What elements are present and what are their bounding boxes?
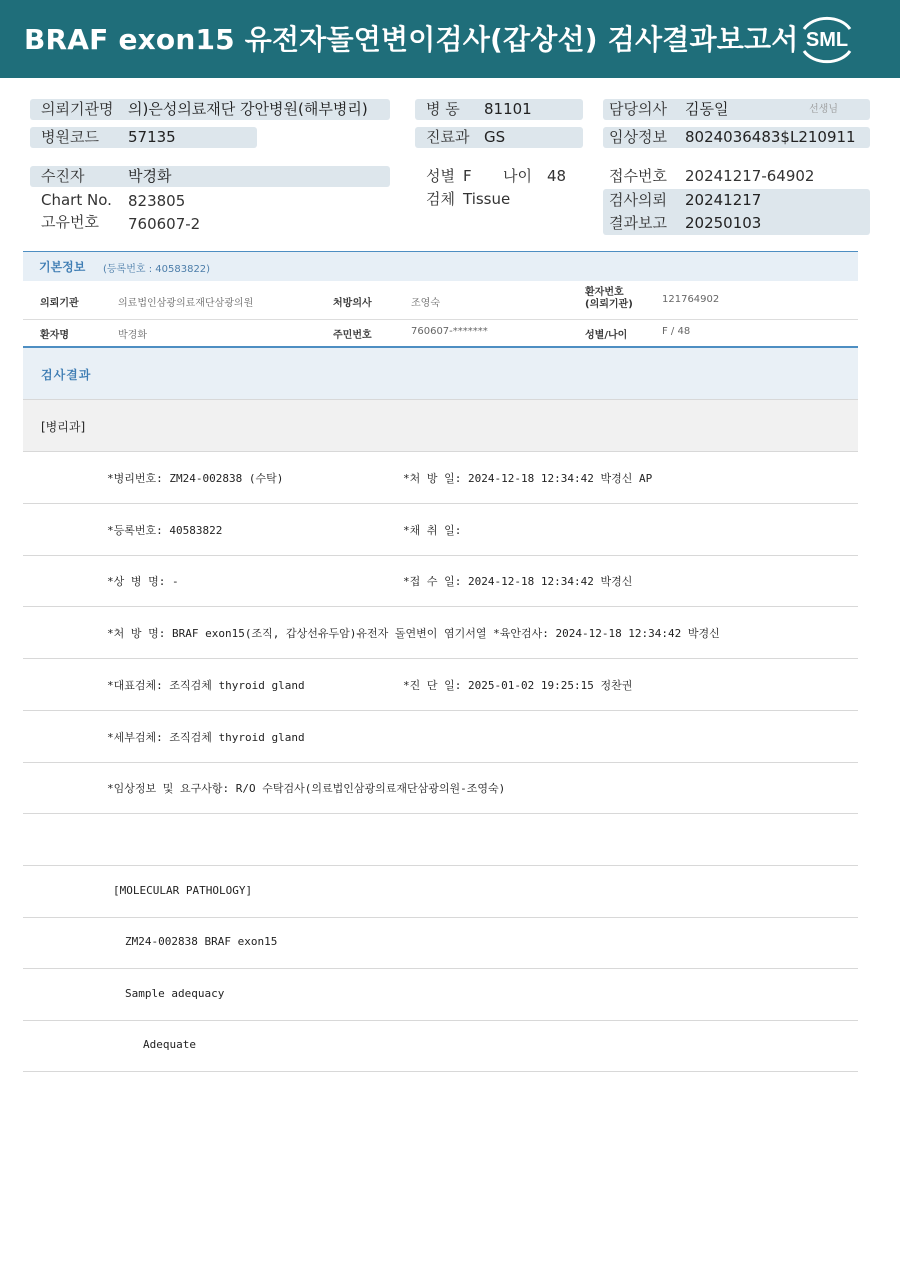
- basic-value: 760607-*******: [411, 326, 488, 337]
- ward-box: [415, 99, 583, 120]
- hospital-code-box: [30, 127, 257, 148]
- dept-label: 진료과: [426, 128, 470, 146]
- result-right: *처 방 일: 2024-12-18 12:34:42 박경신 AP: [403, 472, 653, 485]
- basic-key: 주민번호: [333, 330, 372, 341]
- clinical-info-box: [603, 127, 870, 148]
- patient-name-label: 수진자: [41, 167, 85, 185]
- request-date-label: 검사의뢰: [609, 191, 667, 209]
- doctor-box: [603, 99, 870, 120]
- receipt-no-label: 접수번호: [609, 167, 667, 185]
- results-title: 검사결과: [41, 368, 92, 382]
- specimen-value: Tissue: [463, 190, 511, 208]
- results-header: [23, 348, 858, 400]
- specimen-label: 검체: [426, 190, 455, 208]
- registration-number: (등록번호 : 40583822): [103, 264, 211, 275]
- age-label: 나이: [503, 167, 532, 185]
- basic-value: 조영숙: [411, 298, 440, 309]
- age-value: 48: [547, 167, 567, 185]
- sml-logo: [796, 13, 858, 67]
- basic-key: 처방의사: [333, 298, 372, 309]
- dept-value: GS: [484, 128, 506, 146]
- basic-key: 성별/나이: [585, 330, 628, 341]
- basic-info-header: [23, 251, 858, 281]
- ward-label: 병 동: [426, 100, 460, 118]
- institution-value: 의)은성의료재단 강안병원(해부병리): [128, 100, 368, 118]
- basic-value: 박경화: [118, 330, 147, 341]
- result-right: *진 단 일: 2025-01-02 19:25:15 정찬권: [403, 679, 633, 692]
- result-row: [23, 762, 858, 814]
- basic-value: 121764902: [662, 294, 720, 305]
- result-left: *세부검체: 조직검체 thyroid gland: [107, 731, 305, 744]
- result-row: [23, 504, 858, 556]
- result-row: [23, 917, 858, 969]
- result-row: [23, 866, 858, 918]
- result-left: *병리번호: ZM24-002838 (수탁): [107, 472, 284, 485]
- unique-no-label: 고유번호: [41, 213, 99, 231]
- report-title: BRAF exon15 유전자돌연변이검사(갑상선) 검사결과보고서: [24, 23, 799, 56]
- result-left: ZM24-002838 BRAF exon15: [125, 935, 278, 948]
- result-left: *처 방 명: BRAF exon15(조직, 갑상선유두암)유전자 돌연변이 염기서열 *육안검사: 2024-12-18 12:34:42 박경신: [107, 627, 720, 640]
- basic-value: 의료법인삼광의료재단삼광의원: [118, 298, 254, 309]
- basic-info-title: 기본정보: [39, 260, 86, 274]
- result-left: *대표검체: 조직검체 thyroid gland: [107, 679, 305, 692]
- basic-value: F / 48: [662, 326, 691, 337]
- hospital-code-label: 병원코드: [41, 128, 99, 146]
- dept-box: [415, 127, 583, 148]
- basic-info-row: [23, 281, 858, 320]
- clinical-info-label: 임상정보: [609, 128, 667, 146]
- sex-label: 성별: [426, 167, 455, 185]
- result-right: *접 수 일: 2024-12-18 12:34:42 박경신: [403, 575, 633, 588]
- report-header-banner: [0, 0, 900, 78]
- basic-info-row: [23, 320, 858, 348]
- chart-no-label: Chart No.: [41, 191, 112, 209]
- result-left: *상 병 명: -: [107, 575, 179, 588]
- department-row: [23, 400, 858, 452]
- request-date-value: 20241217: [685, 191, 762, 209]
- dates-box: [603, 189, 870, 235]
- patient-name-box: [30, 166, 390, 187]
- sex-value: F: [463, 167, 472, 185]
- doctor-suffix: 선생님: [809, 104, 838, 115]
- result-row: [23, 452, 858, 504]
- result-row: [23, 555, 858, 607]
- result-row: [23, 711, 858, 763]
- basic-key: 의뢰기관: [40, 298, 79, 309]
- department-label: [병리과]: [41, 420, 86, 434]
- hospital-code-value: 57135: [128, 128, 176, 146]
- result-row-empty: [23, 814, 858, 866]
- result-left: *임상정보 및 요구사항: R/O 수탁검사(의료법인삼광의료재단삼광의원-조영숙): [107, 782, 506, 795]
- institution-label: 의뢰기관명: [41, 100, 114, 118]
- receipt-no-value: 20241217-64902: [685, 167, 815, 185]
- result-row: [23, 607, 858, 659]
- result-row: [23, 1020, 858, 1072]
- result-row: [23, 659, 858, 711]
- clinical-info-value: 8024036483$L210911: [685, 128, 856, 146]
- basic-key: 환자번호 (의뢰기관): [585, 287, 633, 310]
- basic-key: 환자명: [40, 330, 69, 341]
- result-left: Sample adequacy: [125, 987, 225, 1000]
- result-right: *채 취 일:: [403, 524, 462, 537]
- institution-box: [30, 99, 390, 120]
- result-left: Adequate: [143, 1038, 196, 1051]
- patient-name-value: 박경화: [128, 167, 172, 185]
- svg-text:SML: SML: [805, 29, 849, 51]
- doctor-label: 담당의사: [609, 100, 667, 118]
- report-date-label: 결과보고: [609, 214, 667, 232]
- chart-no-value: 823805: [128, 192, 186, 210]
- result-left: [MOLECULAR PATHOLOGY]: [113, 884, 253, 897]
- result-left: *등록번호: 40583822: [107, 524, 223, 537]
- doctor-value: 김동일: [685, 100, 729, 118]
- report-date-value: 20250103: [685, 214, 762, 232]
- result-row: [23, 969, 858, 1021]
- ward-value: 81101: [484, 100, 532, 118]
- unique-no-value: 760607-2: [128, 215, 201, 233]
